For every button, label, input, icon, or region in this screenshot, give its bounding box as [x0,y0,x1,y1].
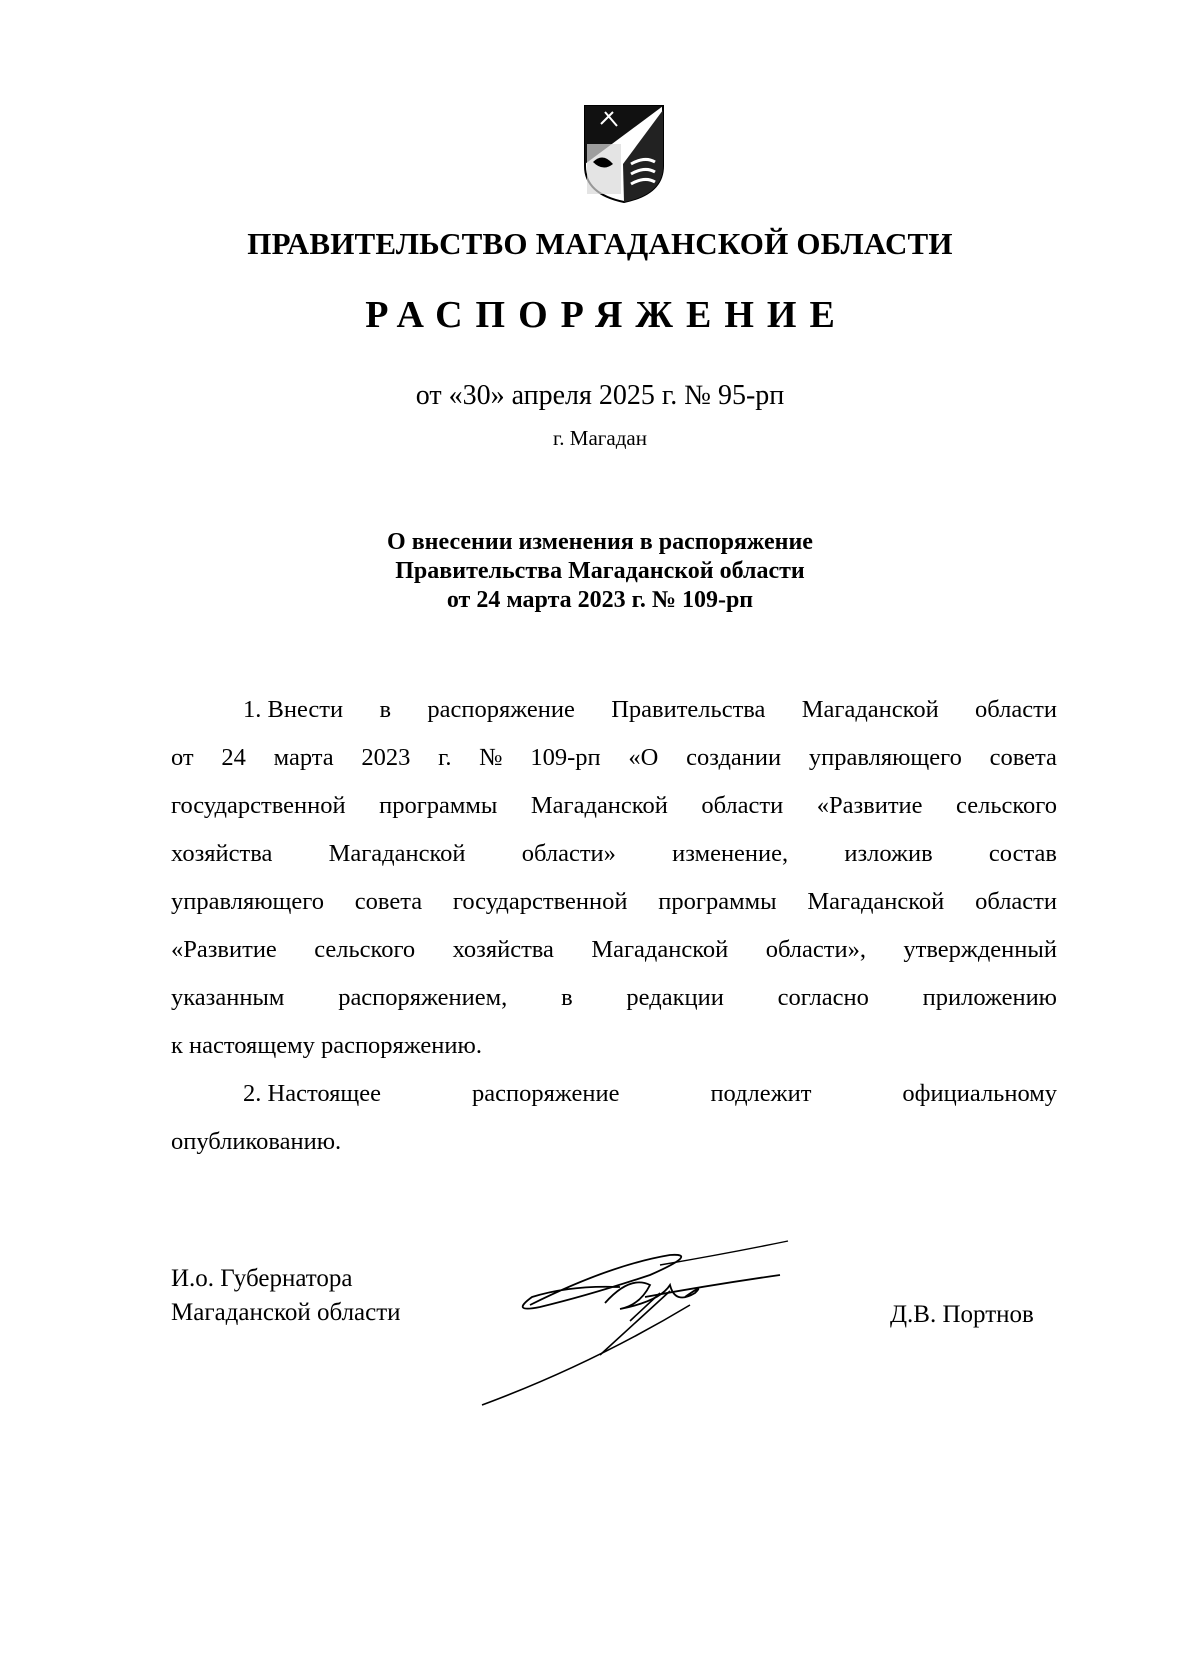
word: государственной [171,792,346,819]
word: согласно [777,984,869,1011]
word: области [975,888,1057,915]
word: программы [379,792,498,819]
word: «Развитие [816,792,923,819]
word: Магаданской [801,696,939,723]
subject-line: О внесении изменения в распоряжение [387,529,813,555]
word: управляющего [171,888,324,915]
word: приложению [922,984,1057,1011]
word: состав [988,840,1057,867]
word: области» [521,840,616,867]
word: области [975,696,1057,723]
text-line [171,1022,1057,1070]
word: в [379,696,392,723]
word: распоряжением, [338,984,508,1011]
signatory-position [171,1262,401,1330]
word: распоряжение [471,1080,620,1107]
word: хозяйства [452,936,554,963]
text-line [171,734,1057,782]
subject-line: Правительства Магаданской области [395,558,805,584]
word: Магаданской [807,888,945,915]
word: изложив [844,840,933,867]
word: к настоящему распоряжению. [171,1032,482,1059]
document-subject [0,528,1200,615]
word: совета [354,888,423,915]
text-line [171,686,1057,734]
word: «О [628,744,659,771]
word: хозяйства [171,840,273,867]
word: управляющего [808,744,962,771]
word: программы [658,888,777,915]
word: совета [989,744,1057,771]
word: Магаданской [328,840,466,867]
word: г. [438,744,452,771]
signatory-name: Д.В. Портнов [890,1301,1034,1328]
paragraph-2 [171,1070,1057,1166]
position-line: Магаданской области [171,1299,401,1326]
word: 109-рп [530,744,601,771]
subject-line: от 24 марта 2023 г. № 109-рп [446,587,754,613]
word: 2023 [361,744,411,771]
word: редакции [626,984,724,1011]
word: Магаданской [591,936,729,963]
word: области [701,792,784,819]
word: государственной [452,888,628,915]
word: от [171,744,194,771]
text-line [171,878,1057,926]
word: области», [765,936,866,963]
text-line [171,1070,1057,1118]
text-line [171,830,1057,878]
word: марта [273,744,334,771]
word: Правительства [611,696,766,723]
text-line [171,974,1057,1022]
text-line [171,782,1057,830]
word: сельского [956,792,1057,819]
document-city: г. Магадан [553,426,647,450]
word: распоряжение [427,696,575,723]
word: сельского [314,936,416,963]
word: указанным [171,984,285,1011]
text-line [171,1118,1057,1166]
word: 24 [221,744,246,771]
word: утвержденный [903,936,1057,963]
word: изменение, [672,840,789,867]
text-line [171,926,1057,974]
word: № [479,744,503,771]
document-date-number: от «30» апреля 2025 г. № 95-рп [415,380,785,411]
word: в [561,984,573,1011]
organization-title: ПРАВИТЕЛЬСТВО МАГАДАНСКОЙ ОБЛАСТИ [247,226,953,261]
word: 2. Настоящее [243,1080,381,1107]
word: «Развитие [171,936,277,963]
document-body [171,686,1057,1166]
position-line: И.о. Губернатора [171,1265,353,1292]
coat-of-arms-emblem [583,104,665,204]
document-type-title: РАСПОРЯЖЕНИЕ [365,294,848,336]
word: официальному [902,1080,1057,1107]
word: Магаданской [530,792,668,819]
word: опубликованию. [171,1128,342,1155]
handwritten-signature [470,1235,830,1415]
word: 1. Внести [243,696,344,723]
word: создании [686,744,782,771]
paragraph-1 [171,686,1057,1070]
word: подлежит [710,1080,812,1107]
